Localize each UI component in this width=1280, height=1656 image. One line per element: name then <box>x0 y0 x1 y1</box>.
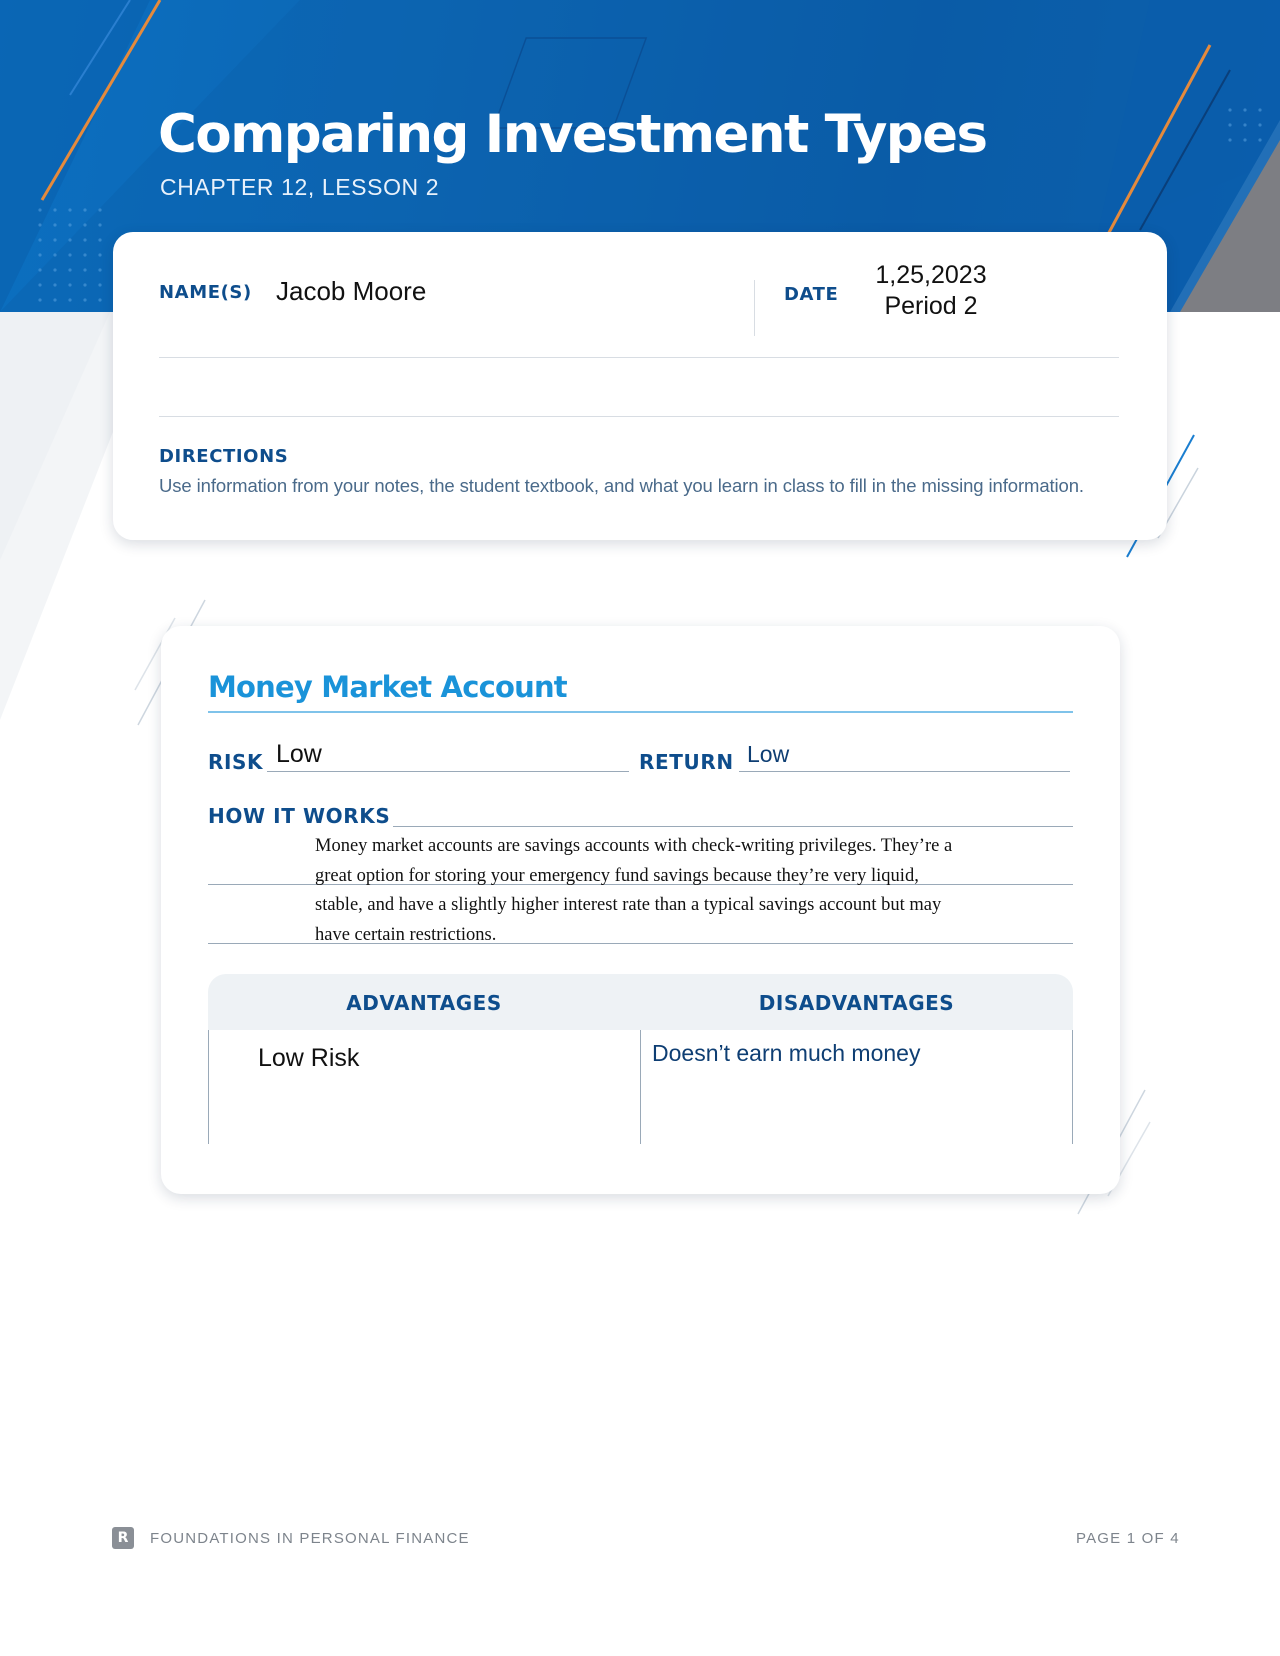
return-field[interactable]: Low <box>747 741 790 767</box>
risk-underline <box>267 771 629 772</box>
title-rule <box>208 711 1073 713</box>
brand-logo-icon: R <box>112 1527 134 1549</box>
names-underline-2 <box>159 416 1119 417</box>
names-underline <box>159 357 1119 358</box>
disadvantages-header: DISADVANTAGES <box>758 991 955 1015</box>
directions-text: Use information from your notes, the student textbook, and what you learn in class to fill in the missing information. <box>159 475 1084 496</box>
footer-course-name: FOUNDATIONS IN PERSONAL FINANCE <box>150 1530 470 1547</box>
advantages-field[interactable]: Low Risk <box>258 1044 360 1072</box>
advantages-header: ADVANTAGES <box>346 991 502 1015</box>
return-underline <box>739 771 1070 772</box>
how-it-works-label: HOW IT WORKS <box>208 804 391 828</box>
page-title: Comparing Investment Types <box>158 104 987 165</box>
advantages-table <box>208 974 1073 1144</box>
risk-label: RISK <box>208 750 264 774</box>
table-border-left <box>208 1030 209 1144</box>
names-label: NAME(S) <box>159 282 252 303</box>
student-info-card <box>113 232 1167 540</box>
table-header <box>208 974 1073 1030</box>
directions-label: DIRECTIONS <box>159 446 289 467</box>
date-line-1: 1,25,2023 <box>875 261 987 289</box>
table-border-right <box>1072 1030 1073 1144</box>
section-title: Money Market Account <box>208 670 567 704</box>
risk-field[interactable]: Low <box>276 740 322 768</box>
return-label: RETURN <box>639 750 734 774</box>
how-underline-1 <box>393 826 1073 827</box>
field-divider <box>754 280 755 336</box>
date-line-2: Period 2 <box>884 292 978 320</box>
names-field[interactable]: Jacob Moore <box>276 276 427 306</box>
date-field[interactable] <box>831 260 1031 322</box>
page-number: PAGE 1 OF 4 <box>1076 1530 1180 1547</box>
table-border-middle <box>640 1030 641 1144</box>
page-subtitle: CHAPTER 12, LESSON 2 <box>160 174 440 200</box>
disadvantages-field[interactable]: Doesn’t earn much money <box>652 1040 921 1066</box>
money-market-card <box>161 626 1120 1194</box>
how-it-works-field[interactable]: Money market accounts are savings accounts with check-writing privileges. They’re a great option for storing your emergency fund savings because they’re very liquid, stable, and have a slightly higher interest rate than a typical savings account but may have certain restrictions. <box>315 836 953 945</box>
date-label: DATE <box>784 284 839 305</box>
